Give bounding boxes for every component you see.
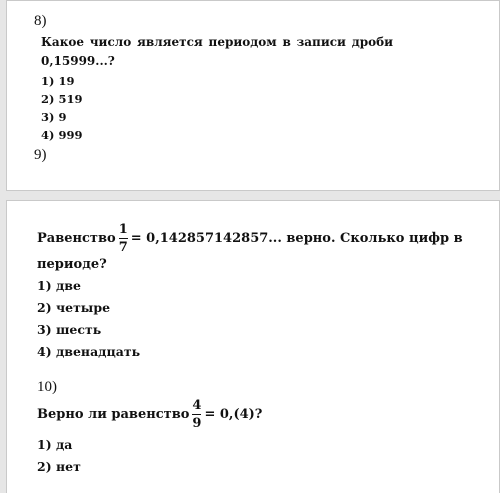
question-9-option-1: 1) две: [37, 278, 81, 293]
question-number-10: 10): [37, 379, 57, 395]
question-8-line-1: Какое число является периодом в записи дроби: [41, 35, 393, 49]
question-9-option-2: 2) четыре: [37, 300, 111, 315]
question-10-option-2: 2) нет: [37, 459, 81, 474]
question-9-option-4: 4) двенадцать: [37, 344, 141, 359]
question-card-2: [6, 200, 500, 493]
question-8-option-2: 2) 519: [41, 92, 83, 106]
question-10-text-after: = 0,(4)?: [204, 407, 263, 422]
fraction-1-7: [119, 221, 128, 256]
question-10-option-1: 1) да: [37, 437, 73, 452]
question-8-option-1: 1) 19: [41, 74, 75, 88]
fraction-numerator: 1: [118, 222, 128, 237]
fraction-denominator: 9: [192, 416, 202, 431]
question-8-line-2: 0,15999...?: [41, 54, 115, 68]
question-9-text-before: Равенство: [37, 231, 116, 246]
question-8-option-3: 3) 9: [41, 110, 67, 124]
question-8-option-4: 4) 999: [41, 128, 83, 142]
question-9-option-3: 3) шесть: [37, 322, 102, 337]
question-number-9: 9): [34, 147, 47, 163]
fraction-numerator: 4: [192, 398, 202, 413]
question-10-line-1: [37, 397, 262, 432]
question-10-text-before: Верно ли равенство: [37, 407, 190, 422]
fraction-4-9: [192, 397, 201, 432]
question-9-line-1: [37, 221, 463, 256]
question-9-line-2: периоде?: [37, 257, 107, 272]
fraction-denominator: 7: [118, 240, 128, 255]
question-number-8: 8): [34, 13, 47, 29]
question-card-1: [6, 0, 500, 191]
question-9-text-after: = 0,142857142857... верно. Сколько цифр в: [130, 231, 463, 246]
